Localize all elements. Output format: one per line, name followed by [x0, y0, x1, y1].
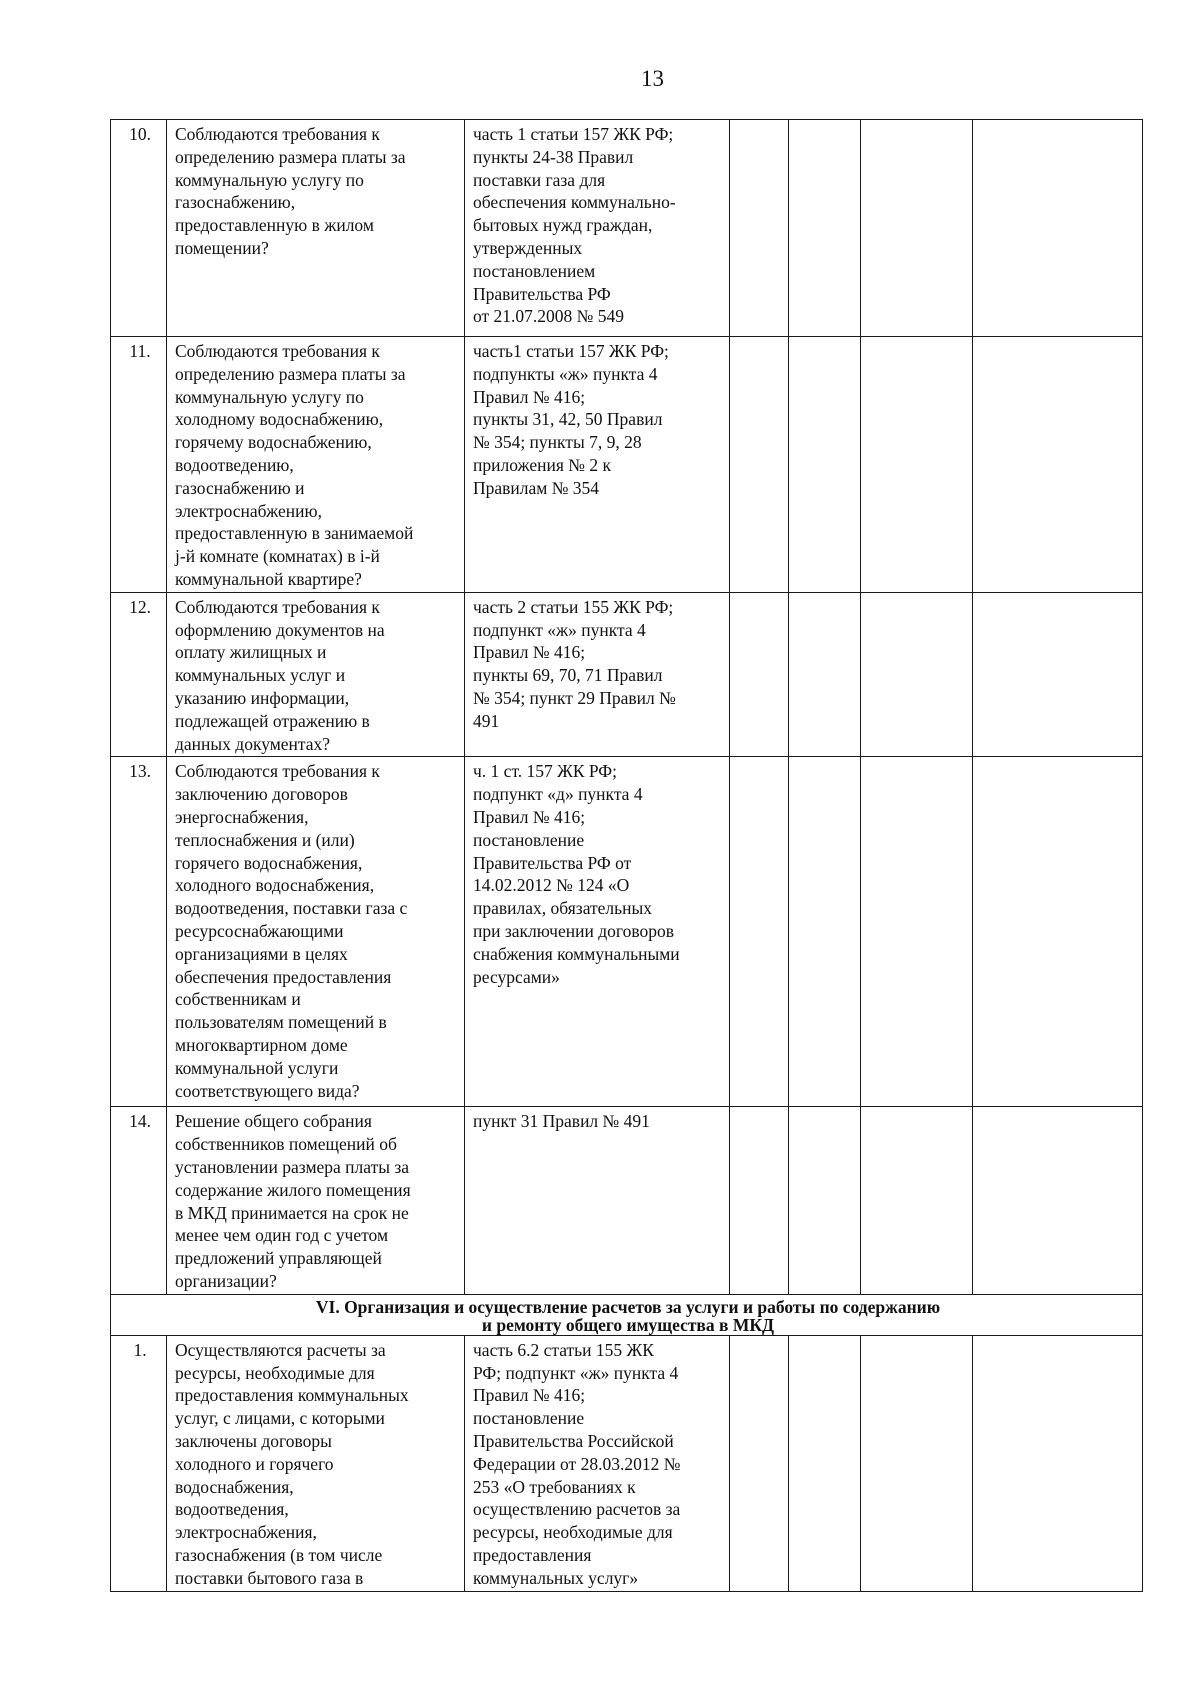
- requirement-question-line: предоставленную в жилом: [175, 215, 374, 236]
- legal-basis-line: постановление: [473, 1408, 585, 1429]
- legal-basis-line: коммунальных услуг»: [473, 1567, 639, 1588]
- answer-cell: [861, 337, 973, 593]
- requirement-question-line: Соблюдаются требования к: [175, 761, 380, 782]
- answer-cell: [730, 592, 789, 757]
- answer-cell: [789, 120, 861, 337]
- legal-basis: [465, 1107, 730, 1294]
- legal-basis-line: приложения № 2 к: [473, 454, 612, 475]
- answer-cell: [789, 337, 861, 593]
- requirement-question-line: водоотведения, поставки газа с: [175, 898, 408, 919]
- requirement-question-line: водоснабжения,: [175, 1476, 294, 1497]
- section-row: [111, 1294, 1143, 1335]
- requirement-question-line: данных документах?: [175, 733, 331, 754]
- answer-cell: [730, 337, 789, 593]
- legal-basis-line: утвержденных: [473, 237, 583, 258]
- legal-basis-line: при заключении договоров: [473, 920, 675, 941]
- requirement-question-line: коммунальной услуги: [175, 1057, 339, 1078]
- legal-basis-line: пункты 69, 70, 71 Правил: [473, 665, 663, 686]
- requirement-question-line: ресурсы, необходимые для: [175, 1362, 375, 1383]
- legal-basis-line: Правительства Российской: [473, 1430, 674, 1451]
- legal-basis-line: ресурсами»: [473, 966, 560, 987]
- requirement-question-line: газоснабжения (в том числе: [175, 1544, 383, 1565]
- requirement-question-line: холодному водоснабжению,: [175, 409, 384, 430]
- legal-basis-line: 14.02.2012 № 124 «О: [473, 875, 630, 896]
- legal-basis-line: часть 1 статьи 157 ЖК РФ;: [473, 124, 674, 144]
- legal-basis-line: Правил № 416;: [473, 1385, 586, 1406]
- requirement-question-line: предоставленную в занимаемой: [175, 523, 414, 544]
- answer-cell: [730, 120, 789, 337]
- answer-cell: [973, 1335, 1143, 1591]
- requirement-question-line: коммунальную услугу по: [175, 169, 364, 190]
- requirement-question-line: обеспечения предоставления: [175, 966, 392, 987]
- legal-basis-line: Правилам № 354: [473, 477, 600, 498]
- legal-basis-line: предоставления: [473, 1544, 592, 1565]
- legal-basis-line: постановление: [473, 829, 585, 850]
- answer-cell: [861, 757, 973, 1107]
- legal-basis-line: осуществлению расчетов за: [473, 1499, 681, 1520]
- legal-basis-line: № 354; пункт 29 Правил №: [473, 687, 676, 708]
- section-heading-line: и ремонту общего имущества в МКД: [481, 1314, 775, 1335]
- requirement-question-line: определению размера платы за: [175, 363, 406, 384]
- requirement-question-line: теплоснабжения и (или): [175, 829, 355, 850]
- legal-basis-line: Правительства РФ от: [473, 852, 632, 873]
- requirement-question-line: менее чем один год с учетом: [175, 1225, 389, 1246]
- requirement-question-line: предоставления коммунальных: [175, 1385, 409, 1406]
- legal-basis-line: подпункт «ж» пункта 4: [473, 619, 646, 640]
- legal-basis-line: постановлением: [473, 260, 596, 281]
- legal-basis-line: № 354; пункты 7, 9, 28: [473, 432, 642, 453]
- requirement-question-line: холодного водоснабжения,: [175, 875, 375, 896]
- requirement-question-line: помещении?: [175, 237, 269, 258]
- legal-basis: [465, 120, 730, 337]
- requirement-question-line: заключены договоры: [175, 1430, 332, 1451]
- requirement-question-line: поставки бытового газа в: [175, 1567, 364, 1588]
- legal-basis-line: обеспечения коммунально-: [473, 192, 676, 213]
- answer-cell: [973, 592, 1143, 757]
- answer-cell: [789, 1335, 861, 1591]
- requirement-question-line: организациями в целях: [175, 943, 348, 964]
- requirement-question: [167, 757, 465, 1107]
- answer-cell: [973, 120, 1143, 337]
- legal-basis-line: правилах, обязательных: [473, 898, 653, 919]
- requirement-question-line: содержание жилого помещения: [175, 1179, 411, 1200]
- section-heading-line: VI. Организация и осуществление расчетов за услуги и работы по содержанию: [315, 1296, 941, 1317]
- checklist-table: [110, 119, 1143, 1592]
- requirement-question-line: коммунальной квартире?: [175, 568, 362, 589]
- legal-basis-line: часть 2 статьи 155 ЖК РФ;: [473, 596, 674, 617]
- requirement-question-line: собственникам и: [175, 989, 301, 1010]
- page-number: 13: [641, 66, 664, 91]
- table-row: [111, 1335, 1143, 1591]
- legal-basis-line: часть1 статьи 157 ЖК РФ;: [473, 341, 669, 361]
- legal-basis-line: подпункты «ж» пункта 4: [473, 363, 658, 384]
- section-heading: [111, 1294, 1143, 1335]
- legal-basis-line: 491: [473, 710, 500, 731]
- requirement-question-line: Решение общего собрания: [175, 1111, 372, 1132]
- legal-basis: [465, 337, 730, 593]
- legal-basis-line: Правил № 416;: [473, 642, 586, 663]
- requirement-question-line: газоснабжению,: [175, 192, 296, 213]
- answer-cell: [789, 757, 861, 1107]
- answer-cell: [861, 120, 973, 337]
- answer-cell: [730, 1335, 789, 1591]
- requirement-question-line: услуг, с лицами, с которыми: [175, 1408, 385, 1429]
- requirement-question-line: пользователям помещений в: [175, 1012, 387, 1033]
- requirement-question: [167, 1107, 465, 1294]
- requirement-question: [167, 592, 465, 757]
- item-number: 14.: [111, 1107, 167, 1294]
- legal-basis-line: пункт 31 Правил № 491: [473, 1111, 650, 1132]
- requirement-question: [167, 1335, 465, 1591]
- requirement-question-line: Осуществляются расчеты за: [175, 1339, 386, 1360]
- requirement-question-line: энергоснабжения,: [175, 806, 309, 827]
- requirement-question-line: водоотведения,: [175, 1499, 289, 1520]
- legal-basis-line: Правил № 416;: [473, 386, 586, 407]
- requirement-question-line: горячему водоснабжению,: [175, 432, 372, 453]
- legal-basis-line: ресурсы, необходимые для: [473, 1522, 673, 1543]
- item-number: 1.: [111, 1335, 167, 1591]
- requirement-question-line: оплату жилищных и: [175, 642, 327, 663]
- requirement-question-line: j-й комнате (комнатах) в i-й: [175, 546, 380, 567]
- legal-basis-line: Правительства РФ: [473, 283, 611, 304]
- requirement-question-line: предложений управляющей: [175, 1248, 382, 1269]
- requirement-question-line: холодного и горячего: [175, 1453, 334, 1474]
- requirement-question-line: определению размера платы за: [175, 146, 406, 167]
- table-row: [111, 1107, 1143, 1294]
- requirement-question-line: заключению договоров: [175, 784, 348, 805]
- legal-basis: [465, 1335, 730, 1591]
- legal-basis-line: Правил № 416;: [473, 806, 586, 827]
- requirement-question-line: оформлению документов на: [175, 619, 385, 640]
- requirement-question: [167, 120, 465, 337]
- legal-basis-line: подпункт «д» пункта 4: [473, 784, 643, 805]
- answer-cell: [861, 1107, 973, 1294]
- legal-basis-line: пункты 31, 42, 50 Правил: [473, 409, 663, 430]
- requirement-question-line: установлении размера платы за: [175, 1156, 410, 1177]
- answer-cell: [730, 1107, 789, 1294]
- item-number: 12.: [111, 592, 167, 757]
- item-number: 10.: [111, 120, 167, 337]
- answer-cell: [973, 1107, 1143, 1294]
- table-row: [111, 592, 1143, 757]
- requirement-question-line: горячего водоснабжения,: [175, 852, 363, 873]
- requirement-question-line: коммунальную услугу по: [175, 386, 364, 407]
- requirement-question-line: Соблюдаются требования к: [175, 596, 380, 617]
- item-number: 13.: [111, 757, 167, 1107]
- legal-basis-line: снабжения коммунальными: [473, 943, 680, 964]
- answer-cell: [789, 592, 861, 757]
- requirement-question-line: электроснабжению,: [175, 500, 322, 521]
- requirement-question-line: ресурсоснабжающими: [175, 920, 344, 941]
- requirement-question-line: водоотведению,: [175, 454, 294, 475]
- requirement-question: [167, 337, 465, 593]
- requirement-question-line: электроснабжения,: [175, 1522, 317, 1543]
- legal-basis: [465, 592, 730, 757]
- legal-basis-line: РФ; подпункт «ж» пункта 4: [473, 1362, 679, 1383]
- legal-basis-line: бытовых нужд граждан,: [473, 215, 653, 236]
- requirement-question-line: указанию информации,: [175, 687, 350, 708]
- legal-basis-line: Федерации от 28.03.2012 №: [473, 1453, 681, 1474]
- legal-basis-line: от 21.07.2008 № 549: [473, 306, 624, 327]
- requirement-question-line: газоснабжению и: [175, 477, 305, 498]
- requirement-question-line: Соблюдаются требования к: [175, 341, 380, 361]
- legal-basis-line: ч. 1 ст. 157 ЖК РФ;: [473, 761, 617, 782]
- requirement-question-line: коммунальных услуг и: [175, 665, 346, 686]
- answer-cell: [861, 1335, 973, 1591]
- table-row: [111, 337, 1143, 593]
- table-row: [111, 120, 1143, 337]
- answer-cell: [973, 337, 1143, 593]
- requirement-question-line: собственников помещений об: [175, 1134, 397, 1155]
- legal-basis-line: 253 «О требованиях к: [473, 1476, 636, 1497]
- answer-cell: [789, 1107, 861, 1294]
- requirement-question-line: многоквартирном доме: [175, 1034, 348, 1055]
- legal-basis-line: часть 6.2 статьи 155 ЖК: [473, 1339, 654, 1360]
- answer-cell: [973, 757, 1143, 1107]
- requirement-question-line: подлежащей отражению в: [175, 710, 370, 731]
- legal-basis-line: поставки газа для: [473, 169, 606, 190]
- requirement-question-line: организации?: [175, 1270, 277, 1291]
- requirement-question-line: соответствующего вида?: [175, 1080, 360, 1101]
- answer-cell: [861, 592, 973, 757]
- item-number: 11.: [111, 337, 167, 593]
- legal-basis: [465, 757, 730, 1107]
- table-row: [111, 757, 1143, 1107]
- requirement-question-line: Соблюдаются требования к: [175, 124, 380, 144]
- legal-basis-line: пункты 24-38 Правил: [473, 146, 634, 167]
- answer-cell: [730, 757, 789, 1107]
- requirement-question-line: в МКД принимается на срок не: [175, 1202, 409, 1223]
